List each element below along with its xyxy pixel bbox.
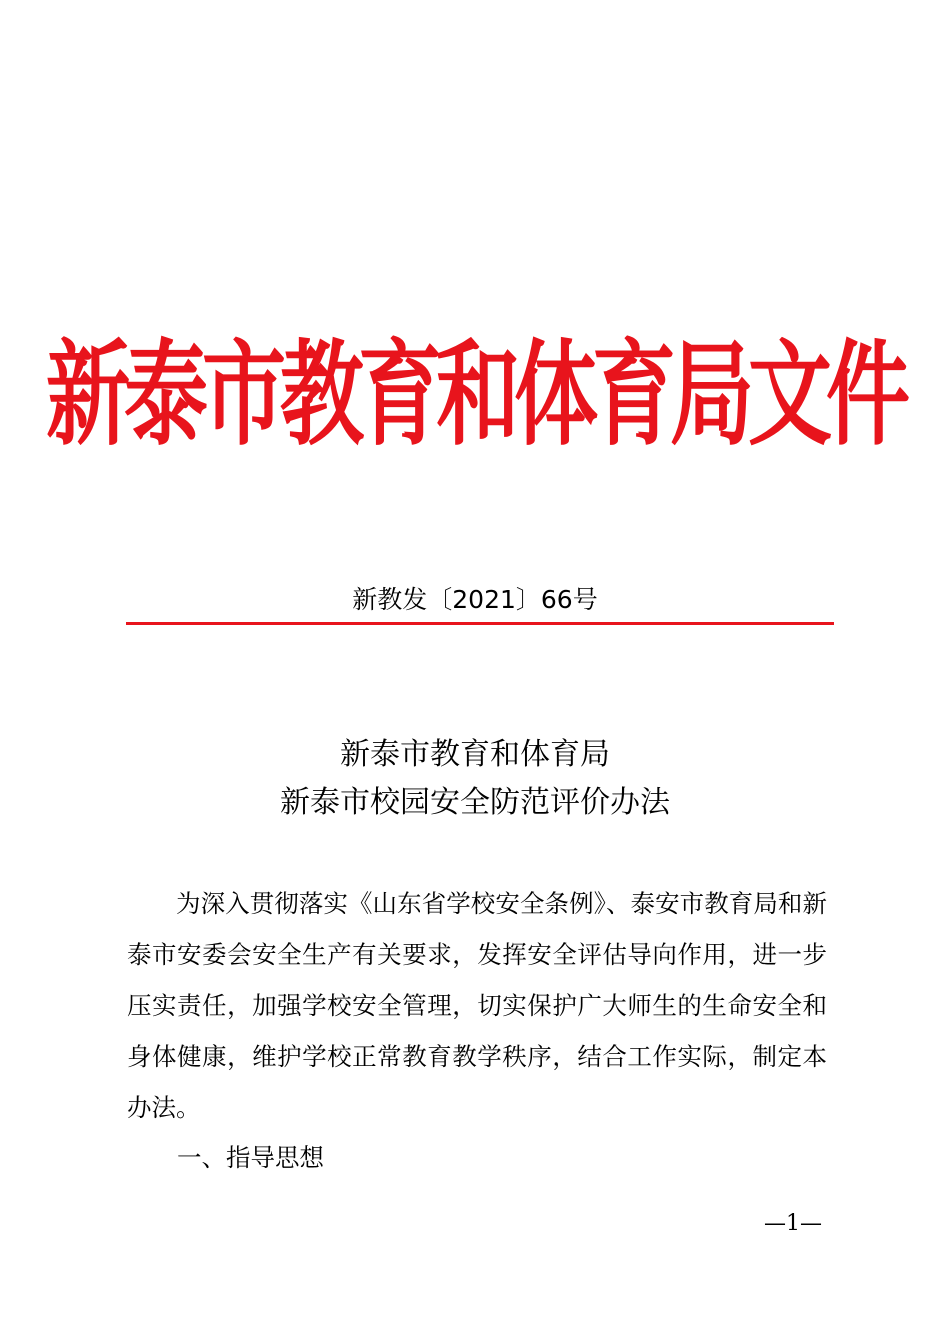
- section-heading-guiding-ideology: 一、指导思想: [177, 1143, 324, 1172]
- document-number: 新教发〔2021〕66号: [352, 585, 598, 614]
- issuer-banner: 新泰市教育和体育局文件: [45, 328, 904, 462]
- page-number: —1—: [764, 1211, 822, 1236]
- red-separator-line: [126, 622, 834, 625]
- intro-paragraph: 为深入贯彻落实《山东省学校安全条例》、泰安市教育局和新泰市安委会安全生产有关要求，发挥安全评估导向作用，进一步压实责任，加强学校安全管理，切实保护广大师生的生命安全和身体健康，维护学校正常教育教学秩序，结合工作实际，制定本办法。: [127, 889, 827, 1122]
- document-title-line-2: 新泰市校园安全防范评价办法: [280, 785, 670, 820]
- document-title-line-1: 新泰市教育和体育局: [340, 737, 610, 772]
